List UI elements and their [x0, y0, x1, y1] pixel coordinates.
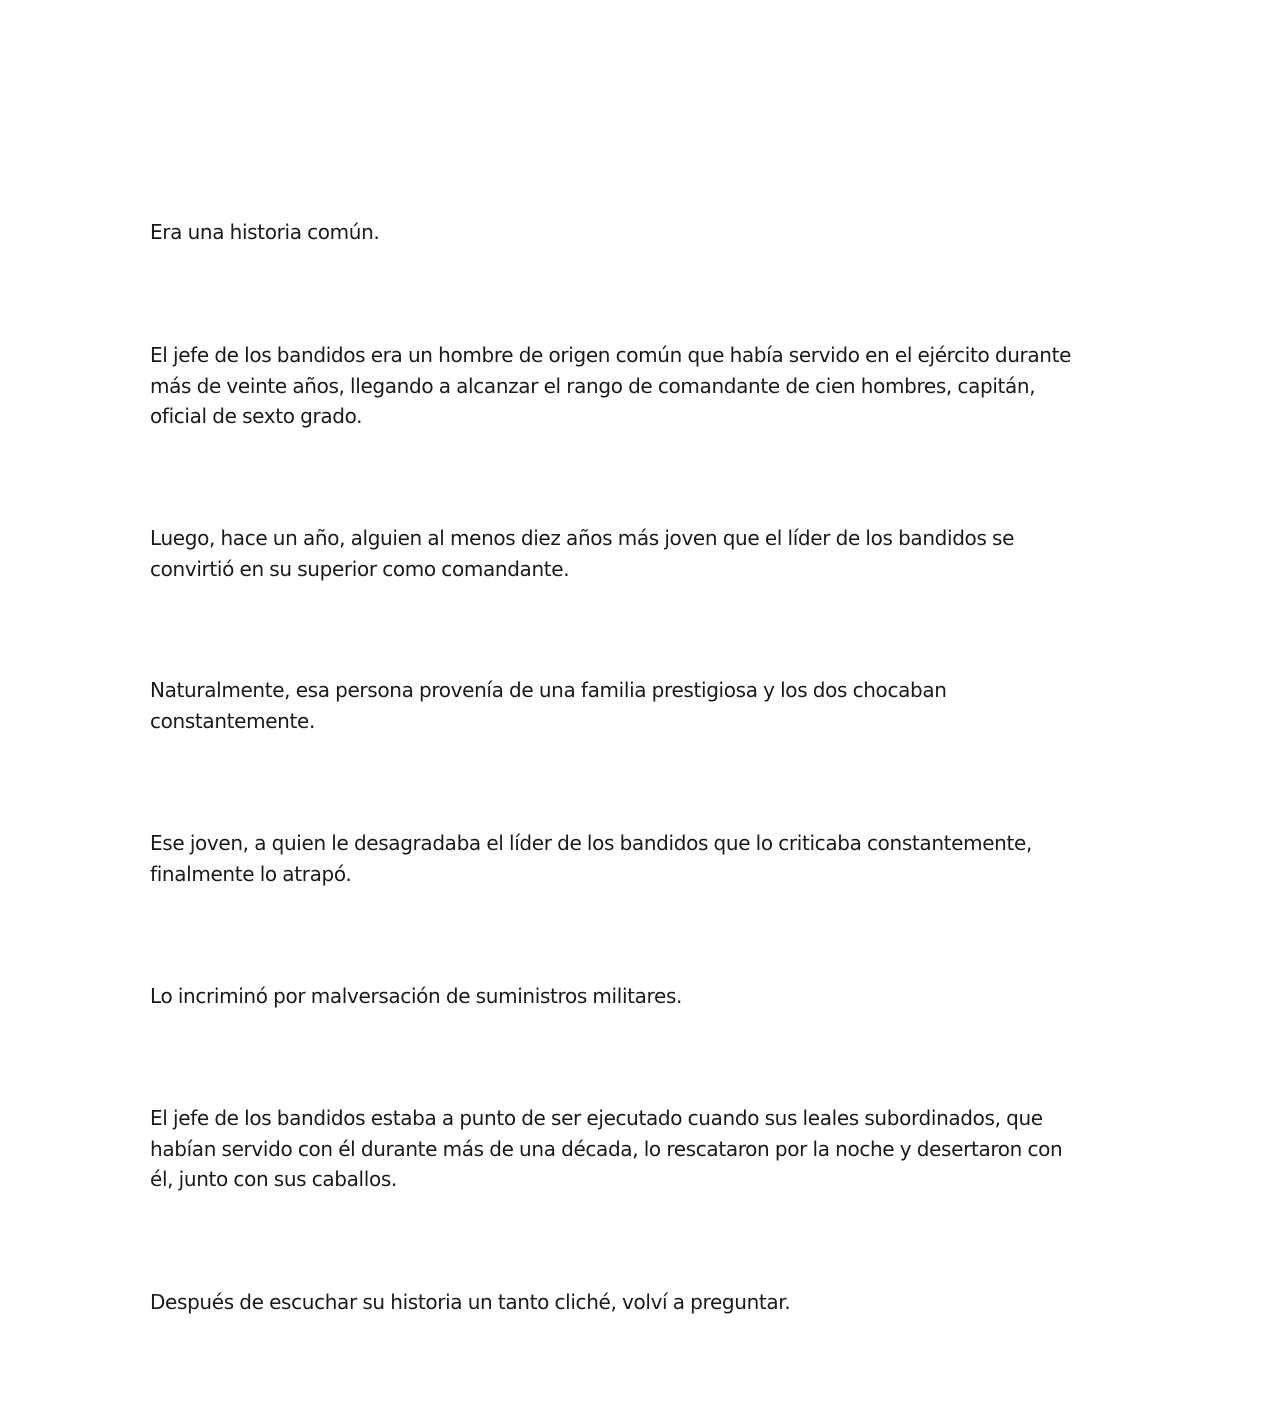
- paragraph: Ese joven, a quien le desagradaba el líder de los bandidos que lo criticaba constantemente, finalmente lo atrapó.: [150, 831, 1032, 886]
- paragraph: Después de escuchar su historia un tanto cliché, volví a preguntar.: [150, 1290, 791, 1314]
- paragraph: El jefe de los bandidos estaba a punto de ser ejecutado cuando sus leales subordinados, que habían servido con él durante más de una década, lo rescataron por la noche y desertaron con él, junto con sus caballos.: [150, 1106, 1063, 1191]
- paragraph: Naturalmente, esa persona provenía de una familia prestigiosa y los dos chocaban constantemente.: [150, 678, 947, 733]
- paragraph: El jefe de los bandidos era un hombre de origen común que había servido en el ejército durante más de veinte años, llegando a alcanzar el rango de comandante de cien hombres, capitán, oficial de sexto grado.: [150, 343, 1072, 428]
- paragraph: Lo incriminó por malversación de suministros militares.: [150, 984, 683, 1008]
- paragraph: Era una historia común.: [150, 220, 380, 244]
- paragraph: Luego, hace un año, alguien al menos diez años más joven que el líder de los bandidos se convirtió en su superior como comandante.: [150, 526, 1015, 581]
